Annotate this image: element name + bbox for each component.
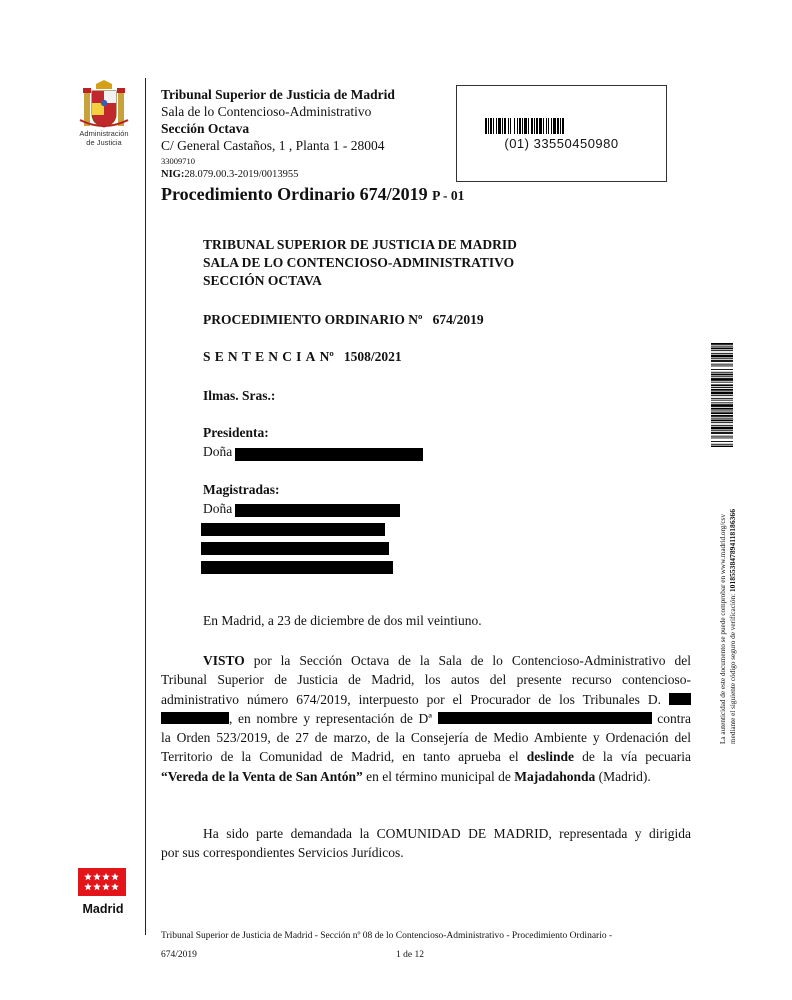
redaction-bar: [201, 542, 389, 555]
verification-barcode-icon: [711, 343, 733, 447]
footer-line1: Tribunal Superior de Justicia de Madrid - Sección nº 08 de lo Contencioso-Administrativo - Procedimiento Ordinario -: [161, 931, 613, 941]
caption-chamber: SALA DE LO CONTENCIOSO-ADMINISTRATIVO: [203, 255, 515, 270]
section-name: Sección Octava: [161, 121, 250, 136]
verification-line1: La autenticidad de este documento se puede comprobar en www.madrid.org/csv: [719, 514, 727, 744]
page-footer: [161, 927, 691, 965]
caption-heading: [203, 236, 517, 290]
redaction-bar: [201, 523, 385, 536]
verification-code: 1018553847894118186366: [728, 508, 737, 593]
court-header: [161, 86, 395, 182]
logo-caption-line1: Administración: [79, 129, 129, 138]
verification-text: [718, 466, 742, 744]
redaction-bar: [235, 504, 400, 517]
caption-section: SECCIÓN OCTAVA: [203, 273, 322, 288]
presidenta-label: Presidenta:: [203, 425, 269, 440]
procedure-number: Procedimiento Ordinario 674/2019: [161, 184, 428, 204]
visto-text: (Madrid).: [598, 768, 651, 784]
madrid-logo-text: Madrid: [82, 902, 124, 916]
parte-line-2: por sus correspondientes Servicios Jurídicos.: [161, 845, 404, 861]
visto-bold: “Vereda de la Venta de San Antón”: [161, 768, 363, 784]
parte-line-1: [161, 824, 691, 843]
visto-text: contra: [657, 710, 691, 726]
sentencia-number: Nº 1508/2021: [319, 349, 402, 364]
visto-line-3: [161, 690, 691, 709]
sentencia-line: [203, 349, 402, 365]
chamber-name: Sala de lo Contencioso-Administrativo: [161, 104, 372, 119]
logo-caption: [66, 129, 142, 147]
verification-line2: [728, 466, 738, 744]
visto-text: Territorio de la Comunidad de Madrid, en tanto aprueba el: [161, 749, 519, 765]
visto-line-4: [161, 709, 691, 728]
visto-line-2: Tribunal Superior de Justicia de Madrid, los autos del presente recurso contencioso-: [161, 672, 691, 688]
parte-paragraph: [161, 824, 691, 863]
visto-text: de la vía pecuaria: [582, 749, 692, 765]
procedure-title: [161, 184, 464, 205]
presidenta-name: [203, 444, 232, 460]
visto-bold: deslinde: [526, 749, 575, 765]
procedure-line: PROCEDIMIENTO ORDINARIO Nº 674/2019: [203, 312, 484, 327]
nig-line: [161, 168, 395, 182]
nig-label: NIG:: [161, 169, 185, 180]
redaction-bar: [201, 561, 393, 574]
magistrada-name: [203, 501, 232, 517]
court-code: 33009710: [161, 156, 195, 166]
court-name: Tribunal Superior de Justicia de Madrid: [161, 87, 395, 102]
page-number: 1 de 12: [396, 950, 424, 960]
header-divider-line: [145, 78, 146, 935]
magistradas-label: Magistradas:: [203, 482, 280, 497]
visto-word: VISTO: [203, 653, 245, 668]
visto-text: administrativo número 674/2019, interpuesto por el Procurador de los Tribunales D.: [161, 691, 661, 707]
dona-prefix: Doña: [203, 501, 233, 516]
dona-prefix: Doña: [203, 444, 233, 459]
visto-line-7: [161, 767, 691, 786]
nig-value: 28.079.00.3-2019/0013955: [184, 169, 299, 180]
caption-court: TRIBUNAL SUPERIOR DE JUSTICIA DE MADRID: [203, 237, 517, 252]
visto-line-1: [161, 651, 691, 670]
sentencia-word: SENTENCIA: [203, 349, 320, 364]
barcode-icon: [485, 118, 640, 134]
redaction-bar: [669, 693, 691, 705]
procedure-suffix: P - 01: [432, 188, 465, 203]
date-line: En Madrid, a 23 de diciembre de dos mil veintiuno.: [203, 613, 482, 628]
visto-line-6: [161, 747, 691, 766]
visto-text: en el término municipal de: [366, 768, 511, 784]
visto-text: por la Sección Octava de la Sala de lo Contencioso-Administrativo del: [253, 653, 691, 668]
court-address: C/ General Castaños, 1 , Planta 1 - 28004: [161, 138, 385, 153]
redaction-bar: [438, 712, 652, 724]
madrid-stars-logo: [78, 868, 126, 896]
visto-text: , en nombre y representación de Dª: [229, 710, 432, 726]
visto-line-5: la Orden 523/2019, de 27 de marzo, de la Consejería de Medio Ambiente y Ordenación del: [161, 730, 691, 746]
verification-prefix: mediante el siguiente código seguro de verificación:: [729, 593, 737, 744]
barcode-number: (01) 33550450980: [504, 136, 619, 151]
logo-caption-line2: de Justicia: [86, 138, 122, 147]
redaction-bar: [161, 712, 229, 724]
footer-line2: [161, 946, 691, 965]
redaction-bar: [235, 448, 423, 461]
ilmas-label: Ilmas. Sras.:: [203, 388, 276, 403]
footer-procedure: 674/2019: [161, 950, 197, 960]
visto-paragraph: [161, 651, 691, 786]
parte-text: Ha sido parte demandada la COMUNIDAD DE MADRID, representada y dirigida: [203, 826, 691, 841]
visto-bold: Majadahonda: [514, 768, 596, 784]
